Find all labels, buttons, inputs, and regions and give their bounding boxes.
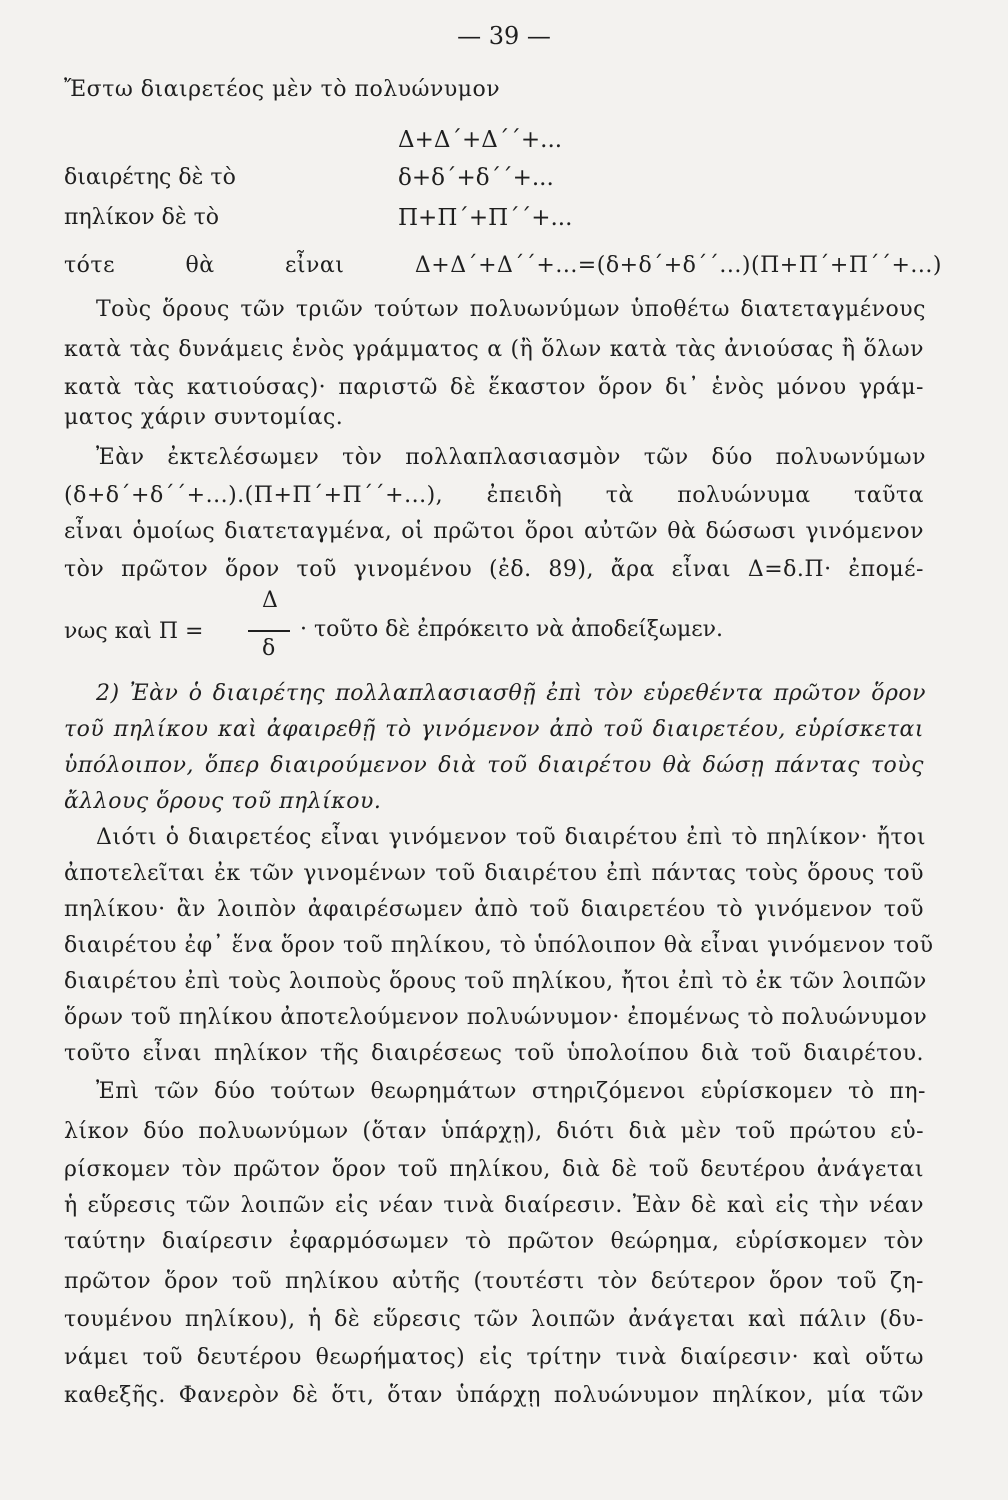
para2-line: (δ+δ΄+δ΄΄+...).(Π+Π΄+Π΄΄+...), ἐπειδὴ τὰ πολυώνυμα ταῦτα (64, 483, 924, 508)
para3-line: ὅρων τοῦ πηλίκου ἀποτελούμενον πολυώνυμον· ἐπομένως τὸ πολυώνυμον (64, 1005, 928, 1030)
intro-line: Ἔστω διαιρετέος μὲν τὸ πολυώνυμον (64, 77, 501, 102)
para4-line: Ἐπὶ τῶν δύο τούτων θεωρημάτων στηριζόμενοι εὑρίσκομεν τὸ πη- (96, 1079, 926, 1104)
para1-line: κατὰ τὰς δυνάμεις ἑνὸς γράμματος α (ἢ ὅλων κατὰ τὰς ἀνιούσας ἢ ὅλων (64, 337, 924, 362)
para2-line: Ἐὰν ἐκτελέσωμεν τὸν πολλαπλασιασμὸν τῶν δύο πολυωνύμων (96, 445, 926, 470)
fraction-bar (248, 630, 290, 632)
formula-divisor: δ+δ΄+δ΄΄+... (398, 165, 554, 191)
fraction-numerator: Δ (262, 588, 278, 613)
para1-line: κατὰ τὰς κατιούσας)· παριστῶ δὲ ἕκαστον ὅρον δι᾽ ἑνὸς μόνου γράμ- (64, 375, 924, 400)
para4-line: ἡ εὕρεσις τῶν λοιπῶν εἰς νέαν τινὰ διαίρεσιν. Ἐὰν δὲ καὶ εἰς τὴν νέαν (64, 1193, 924, 1218)
formula-dividend: Δ+Δ΄+Δ΄΄+... (398, 127, 563, 153)
para4-line: ταύτην διαίρεσιν ἐφαρμόσωμεν τὸ πρῶτον θεώρημα, εὑρίσκομεν τὸν (64, 1229, 924, 1254)
para3-line: ἀποτελεῖται ἐκ τῶν γινομένων τοῦ διαιρέτου ἐπὶ πάντας τοὺς ὅρους τοῦ (64, 861, 924, 886)
para4-line: τουμένου πηλίκου), ἡ δὲ εὕρεσις τῶν λοιπῶν ἀνάγεται καὶ πάλιν (δυ- (64, 1307, 924, 1332)
formula-quotient: Π+Π΄+Π΄΄+... (398, 205, 573, 231)
label-divisor: διαιρέτης δὲ τὸ (64, 165, 236, 190)
para2-line: τὸν πρῶτον ὅρον τοῦ γινομένου (ἐδ. 89), ἄρα εἶναι Δ=δ.Π· ἐπομέ- (64, 557, 924, 582)
para1-line: ματος χάριν συντομίας. (64, 405, 344, 430)
para1-line: Τοὺς ὅρους τῶν τριῶν τούτων πολυωνύμων ὑποθέτω διατεταγμένους (96, 297, 926, 322)
fraction-line-left: νως καὶ Π = (64, 619, 204, 644)
para4-line: νάμει τοῦ δευτέρου θεωρήματος) εἰς τρίτην τινὰ διαίρεσιν· καὶ οὕτω (64, 1345, 924, 1370)
label-quotient: πηλίκον δὲ τὸ (64, 205, 220, 230)
fraction-denominator: δ (262, 636, 276, 661)
para4-line: λίκον δύο πολυωνύμων (ὅταν ὑπάρχῃ), διότι διὰ μὲν τοῦ πρώτου εὑ- (64, 1119, 924, 1144)
fraction-line-right: · τοῦτο δὲ ἐπρόκειτο νὰ ἀποδείξωμεν. (300, 617, 724, 642)
para4-line: πρῶτον ὅρον τοῦ πηλίκου αὐτῆς (τουτέστι τὸν δεύτερον ὅρον τοῦ ζη- (64, 1269, 924, 1294)
page-number: — 39 — (457, 22, 551, 50)
theorem-line: ἄλλους ὅρους τοῦ πηλίκου. (64, 789, 382, 814)
para3-line: διαιρέτου ἐφ᾽ ἕνα ὅρον τοῦ πηλίκου, τὸ ὑπόλοιπον θὰ εἶναι γινόμενον τοῦ (64, 933, 934, 958)
para3-line: πηλίκου· ἂν λοιπὸν ἀφαιρέσωμεν ἀπὸ τοῦ διαιρετέου τὸ γινόμενον τοῦ (64, 897, 924, 922)
para4-line: καθεξῆς. Φανερὸν δὲ ὅτι, ὅταν ὑπάρχῃ πολυώνυμον πηλίκον, μία τῶν (64, 1383, 924, 1408)
theorem-line: τοῦ πηλίκου καὶ ἀφαιρεθῇ τὸ γινόμενον ἀπὸ τοῦ διαιρετέου, εὑρίσκεται (64, 717, 924, 742)
para3-line: τοῦτο εἶναι πηλίκον τῆς διαιρέσεως τοῦ ὑπολοίπου διὰ τοῦ διαιρέτου. (64, 1041, 924, 1066)
para3-line: Διότι ὁ διαιρετέος εἶναι γινόμενον τοῦ διαιρέτου ἐπὶ τὸ πηλίκον· ἤτοι (96, 825, 926, 850)
para4-line: ρίσκομεν τὸν πρῶτον ὅρον τοῦ πηλίκου, διὰ δὲ τοῦ δευτέρου ἀνάγεται (64, 1157, 924, 1182)
theorem-line: 2) Ἐὰν ὁ διαιρέτης πολλαπλασιασθῇ ἐπὶ τὸν εὑρεθέντα πρῶτον ὅρον (96, 681, 926, 706)
para3-line: διαιρέτου ἐπὶ τοὺς λοιποὺς ὅρους τοῦ πηλίκου, ἤτοι ἐπὶ τὸ ἐκ τῶν λοιπῶν (64, 969, 927, 994)
line-then: τότε θὰ εἶναι Δ+Δ΄+Δ΄΄+...=(δ+δ΄+δ΄΄...)(Π+Π΄+Π΄΄+...) (64, 253, 942, 278)
para2-line: εἶναι ὁμοίως διατεταγμένα, οἱ πρῶτοι ὅροι αὐτῶν θὰ δώσωσι γινόμενον (64, 519, 924, 544)
theorem-line: ὑπόλοιπον, ὅπερ διαιρούμενον διὰ τοῦ διαιρέτου θὰ δώσῃ πάντας τοὺς (64, 753, 924, 778)
